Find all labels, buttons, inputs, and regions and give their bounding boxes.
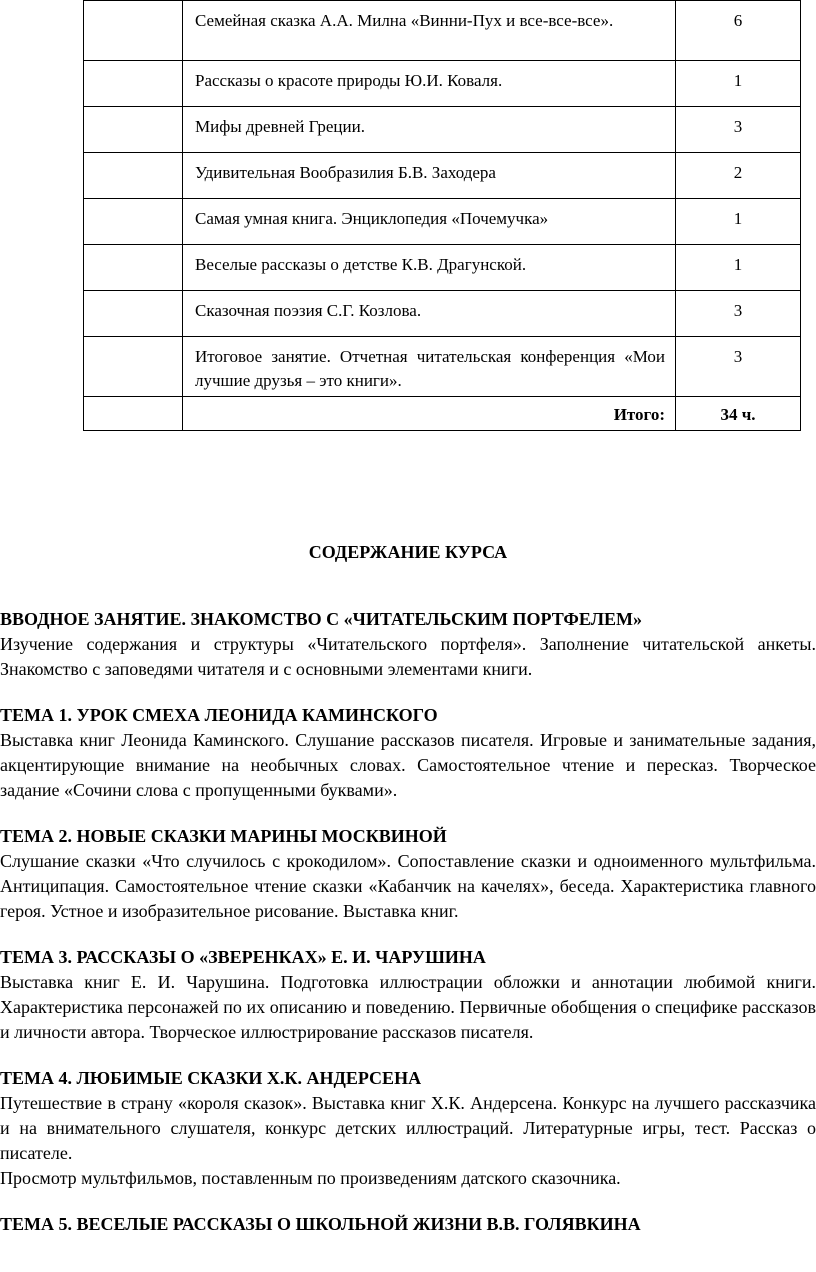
table-row bbox=[84, 199, 801, 245]
topic-title: ТЕМА 3. РАССКАЗЫ О «ЗВЕРЕНКАХ» Е. И. ЧАРУШИНА bbox=[0, 947, 486, 967]
row-title-cell: Итоговое занятие. Отчетная читательская конференция «Мои лучшие друзья – это книги». bbox=[183, 337, 676, 397]
table-row bbox=[84, 1, 801, 61]
row-hours-cell: 1 bbox=[676, 245, 801, 291]
table-row bbox=[84, 107, 801, 153]
course-plan-table bbox=[83, 0, 801, 431]
row-title-cell: Рассказы о красоте природы Ю.И. Коваля. bbox=[183, 61, 676, 107]
topic-description: Изучение содержания и структуры «Читательского портфеля». Заполнение читательской анкеты. Знакомство с заповедями читателя и с основными элементами книги. bbox=[0, 634, 816, 679]
row-number-cell bbox=[84, 291, 183, 337]
total-value: 34 ч. bbox=[676, 397, 801, 431]
row-hours-cell: 2 bbox=[676, 153, 801, 199]
topic-section bbox=[0, 1212, 816, 1237]
table-row bbox=[84, 291, 801, 337]
course-content bbox=[0, 540, 816, 1258]
table-row bbox=[84, 61, 801, 107]
topics-list bbox=[0, 607, 816, 1237]
topic-title: ТЕМА 5. ВЕСЕЛЫЕ РАССКАЗЫ О ШКОЛЬНОЙ ЖИЗНИ В.В. ГОЛЯВКИНА bbox=[0, 1214, 641, 1234]
row-hours-cell: 3 bbox=[676, 337, 801, 397]
row-title-cell: Самая умная книга. Энциклопедия «Почемучка» bbox=[183, 199, 676, 245]
topic-section bbox=[0, 945, 816, 1045]
topic-title: ТЕМА 2. НОВЫЕ СКАЗКИ МАРИНЫ МОСКВИНОЙ bbox=[0, 826, 447, 846]
table-row bbox=[84, 337, 801, 397]
topic-description: Путешествие в страну «короля сказок». Выставка книг Х.К. Андерсена. Конкурс на лучшего рассказчика и на внимательного слушателя, конкурс детских иллюстраций. Литературные игры, тест. Рассказ о писателе. bbox=[0, 1093, 816, 1163]
topic-title: ВВОДНОЕ ЗАНЯТИЕ. ЗНАКОМСТВО С «ЧИТАТЕЛЬСКИМ ПОРТФЕЛЕМ» bbox=[0, 609, 643, 629]
topic-section bbox=[0, 703, 816, 803]
row-number-cell bbox=[84, 199, 183, 245]
topic-description: Просмотр мультфильмов, поставленным по произведениям датского сказочника. bbox=[0, 1168, 621, 1188]
table-row bbox=[84, 153, 801, 199]
topic-section bbox=[0, 607, 816, 682]
row-hours-cell: 1 bbox=[676, 199, 801, 245]
topic-section bbox=[0, 824, 816, 924]
row-number-cell bbox=[84, 107, 183, 153]
topic-description: Выставка книг Леонида Каминского. Слушание рассказов писателя. Игровые и занимательные задания, акцентирующие внимание на необычных словах. Самостоятельное чтение и пересказ. Творческое задание «Сочини слова с пропущенными буквами». bbox=[0, 730, 816, 800]
table-row bbox=[84, 245, 801, 291]
row-number-cell bbox=[84, 1, 183, 61]
row-number-cell bbox=[84, 61, 183, 107]
row-title-cell: Мифы древней Греции. bbox=[183, 107, 676, 153]
row-title-cell: Семейная сказка А.А. Милна «Винни-Пух и все-все-все». bbox=[183, 1, 676, 61]
total-label: Итого: bbox=[183, 397, 676, 431]
total-empty-cell bbox=[84, 397, 183, 431]
row-title-cell: Веселые рассказы о детстве К.В. Драгунской. bbox=[183, 245, 676, 291]
row-title-cell: Удивительная Вообразилия Б.В. Заходера bbox=[183, 153, 676, 199]
row-number-cell bbox=[84, 153, 183, 199]
course-plan-body bbox=[84, 1, 801, 431]
table-total-row bbox=[84, 397, 801, 431]
topic-description: Слушание сказки «Что случилось с крокодилом». Сопоставление сказки и одноименного мультфильма. Антиципация. Самостоятельное чтение сказки «Кабанчик на качелях», беседа. Характеристика главного героя. Устное и изобразительное рисование. Выставка книг. bbox=[0, 851, 816, 921]
topic-section bbox=[0, 1066, 816, 1191]
row-number-cell bbox=[84, 337, 183, 397]
row-hours-cell: 6 bbox=[676, 1, 801, 61]
row-hours-cell: 1 bbox=[676, 61, 801, 107]
topic-description: Выставка книг Е. И. Чарушина. Подготовка иллюстрации обложки и аннотации любимой книги. Характеристика персонажей по их описанию и поведению. Первичные обобщения о специфике рассказов и личности автора. Творческое иллюстрирование рассказов писателя. bbox=[0, 972, 816, 1042]
row-title-cell: Сказочная поэзия С.Г. Козлова. bbox=[183, 291, 676, 337]
row-hours-cell: 3 bbox=[676, 291, 801, 337]
topic-title: ТЕМА 1. УРОК СМЕХА ЛЕОНИДА КАМИНСКОГО bbox=[0, 705, 438, 725]
row-number-cell bbox=[84, 245, 183, 291]
course-content-heading: СОДЕРЖАНИЕ КУРСА bbox=[308, 542, 508, 562]
row-hours-cell: 3 bbox=[676, 107, 801, 153]
topic-title: ТЕМА 4. ЛЮБИМЫЕ СКАЗКИ Х.К. АНДЕРСЕНА bbox=[0, 1068, 422, 1088]
